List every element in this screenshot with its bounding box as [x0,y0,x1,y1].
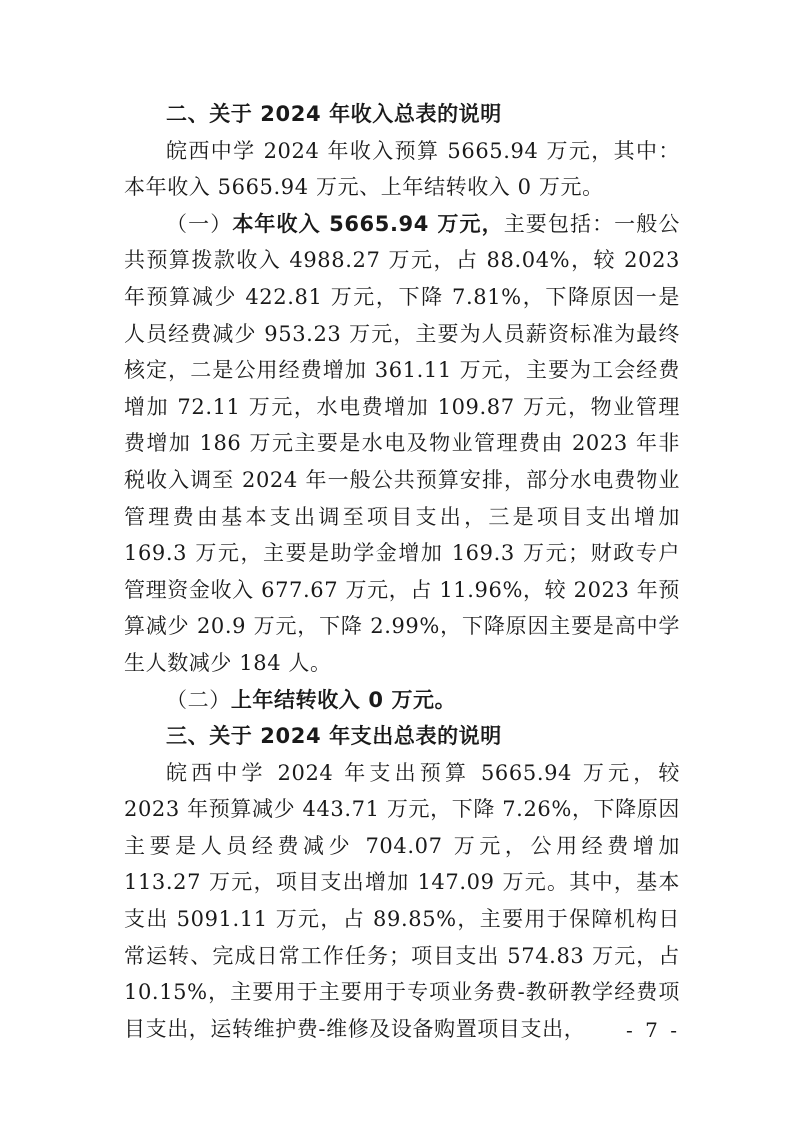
paragraph-expenditure: 皖西中学 2024 年支出预算 5665.94 万元，较 2023 年预算减少 443.71 万元，下降 7.26%，下降原因主要是人员经费减少 704.07 万元，公用经费增加 113.27 万元，项目支出增加 147.09 万元。其中，基本支出 5091.11 万元，占 89.85%，主要用于保障机构日常运转、完成日常工作任务；项目支出 574.83 万元，占 10.15%，主要用于主要用于专项业务费-教研教学经费项目支出，运转维护费-维修及设备购置项目支出， [124,760,680,1041]
current-year-income-bold: 本年收入 5665.94 万元， [232,211,504,236]
sub-label-one: （一） [166,211,233,236]
page-number: - 7 - [626,1018,680,1042]
current-year-income-text: 主要包括：一般公共预算拨款收入 4988.27 万元，占 88.04%，较 2023 年预算减少 422.81 万元，下降 7.81%，下降原因一是人员经费减少 953.23 万元，主要为人员薪资标准为最终核定，二是公用经费增加 361.11 万元，主要为工会经费增加 72.11 万元，水电费增加 109.87 万元，物业管理费增加 186 万元主要是水电及物业管理费由 2023 年非税收入调至 2024 年一般公共预算安排，部分水电费物业管理费由基本支出调至项目支出，三是项目支出增加 169.3 万元，主要是助学金增加 169.3 万元；财政专户管理资金收入 677.67 万元，占 11.96%，较 2023 年预算减少 20.9 万元，下降 2.99%，下降原因主要是高中学生人数减少 184 人。 [124,211,680,675]
paragraph-current-year-income [124,206,680,682]
paragraph-income-intro: 皖西中学 2024 年收入预算 5665.94 万元，其中：本年收入 5665.94 万元、上年结转收入 0 万元。 [124,138,680,200]
section-heading-expenditure: 三、关于 2024 年支出总表的说明 [166,724,502,749]
document-body [124,96,680,1047]
carryover-income-bold: 上年结转收入 0 万元。 [230,687,457,712]
paragraph-carryover-income [124,682,680,719]
section-heading-income: 二、关于 2024 年收入总表的说明 [166,102,502,126]
sub-label-two: （二） [166,687,231,712]
